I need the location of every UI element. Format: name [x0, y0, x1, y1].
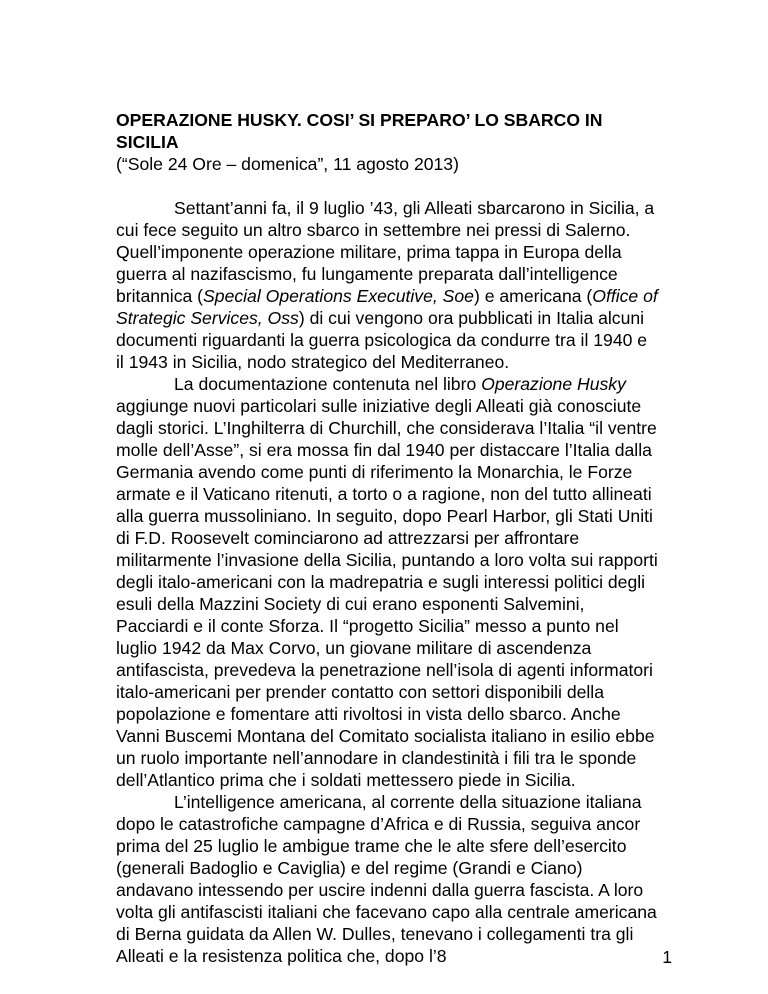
italic-text: Operazione Husky — [481, 374, 626, 394]
italic-text: Special Operations Executive, Soe — [203, 286, 474, 306]
paragraph-text: La documentazione contenuta nel libro — [174, 374, 482, 394]
page-number: 1 — [662, 947, 672, 967]
article-title: OPERAZIONE HUSKY. COSI’ SI PREPARO’ LO SBARCO IN SICILIA — [116, 110, 603, 152]
paragraph — [116, 373, 658, 791]
paragraph-text: Settant’anni fa, il 9 luglio ’43, gli Alleati sbarcarono in Sicilia, a cui fece seguito un altro sbarco in settembre nei pressi di Salerno. Quell’imponente operazione militare, prima tappa in Europa della guerra al nazifascismo, fu lungamente preparata dall’intelligence britannica ( — [116, 198, 655, 306]
paragraph-text: aggiunge nuovi particolari sulle iniziative degli Alleati già conosciute dagli storici. L’Inghilterra di Churchill, che considerava l’Italia “il ventre molle dell’Asse”, si era mossa fin dal 1940 per distaccare l’Italia dalla Germania avendo come punti di riferimento la Monarchia, le Forze armate e il Vaticano ritenuti, a torto o a ragione, non del tutto allineati alla guerra mussoliniano. In seguito, dopo Pearl Harbor, gli Stati Uniti di F.D. Roosevelt cominciarono ad attrezzarsi per affrontare militarmente l’invasione della Sicilia, puntando a loro volta sui rapporti degli italo-americani con la madrepatria e sugli interessi politici degli esuli della Mazzini Society di cui erano esponenti Salvemini, Pacciardi e il conte Sforza. Il “progetto Sicilia” messo a punto nel luglio 1942 da Max Corvo, un giovane militare di ascendenza antifascista, prevedeva la penetrazione nell’isola di agenti informatori italo-americani per prender contatto con settori disponibili della popolazione e fomentare atti rivoltosi in vista dello sbarco. Anche Vanni Buscemi Montana del Comitato socialista italiano in esilio ebbe un ruolo importante nell’annodare in clandestinità i fili tra le sponde dell’Atlantico prima che i soldati mettessero piede in Sicilia. — [116, 396, 658, 790]
paragraph-text: L’intelligence americana, al corrente della situazione italiana dopo le catastrofiche campagne d’Africa e di Russia, seguiva ancor prima del 25 luglio le ambigue trame che le alte sfere dell’esercito (generali Badoglio e Caviglia) e del regime (Grandi e Ciano) andavano intessendo per uscire indenni dalla guerra fascista. A loro volta gli antifascisti italiani che facevano capo alla centrale americana di Berna guidata da Allen W. Dulles, tenevano i collegamenti tra gli Alleati e la resistenza politica che, dopo l’8 — [116, 792, 657, 966]
italic-text: Office of Strategic Services, Oss — [116, 286, 658, 328]
paragraph — [116, 791, 658, 967]
paragraph-text: ) di cui vengono ora pubblicati in Italia alcuni documenti riguardanti la guerra psicologica da condurre tra il 1940 e il 1943 in Sicilia, nodo strategico del Mediterraneo. — [116, 308, 648, 372]
paragraph — [116, 197, 658, 373]
paragraph-text: ) e americana ( — [473, 286, 593, 306]
article-body — [116, 109, 658, 967]
article-source: (“Sole 24 Ore – domenica”, 11 agosto 2013) — [116, 154, 459, 174]
